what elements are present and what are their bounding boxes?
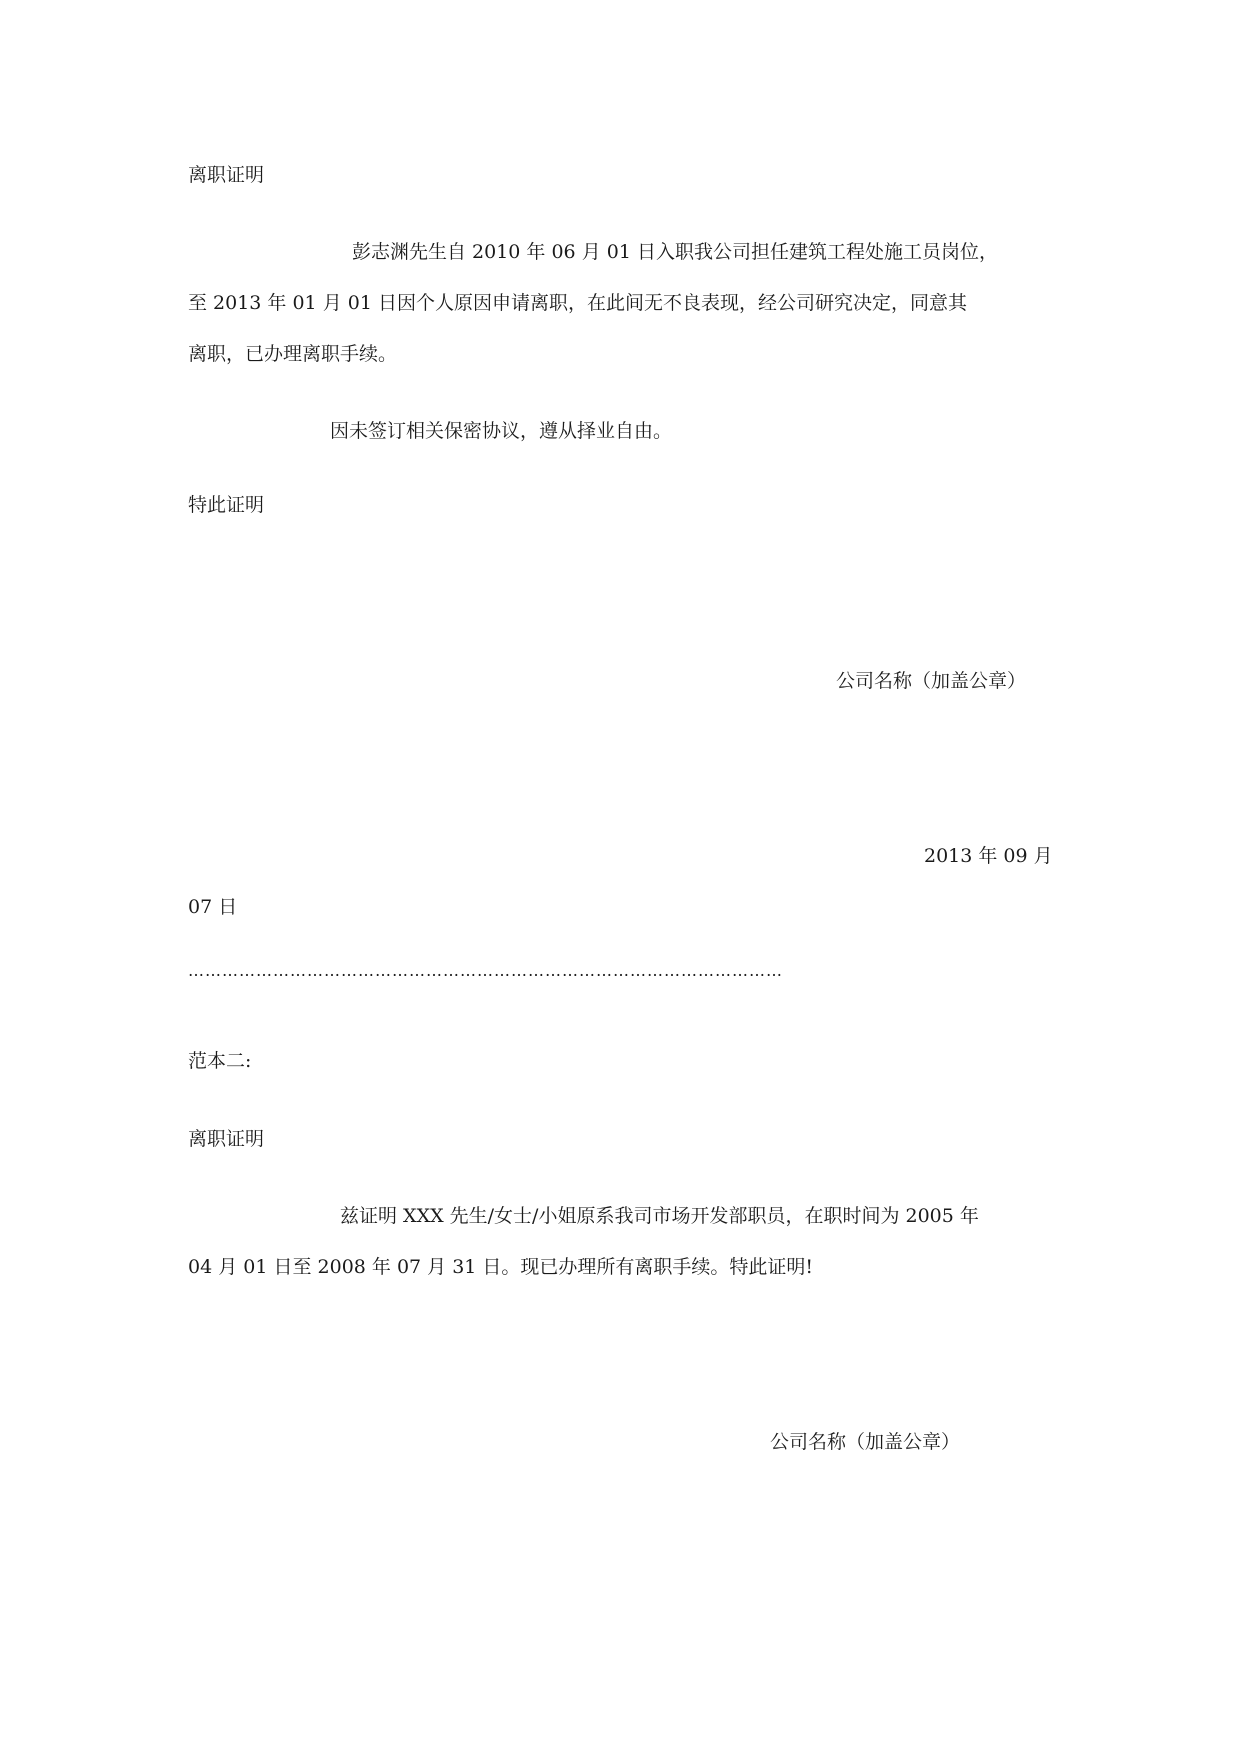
sample1-paragraph-line-2: 至 2013 年 01 月 01 日因个人原因申请离职，在此间无不良表现，经公司研究决定，同意其 — [188, 292, 967, 314]
sample2-heading: 范本二: — [188, 1050, 252, 1072]
sample1-paragraph-line-1: 彭志渊先生自 2010 年 06 月 01 日入职我公司担任建筑工程处施工员岗位， — [352, 241, 998, 263]
sample1-closing: 特此证明 — [188, 494, 265, 516]
sample1-company-signature: 公司名称（加盖公章） — [836, 670, 1027, 692]
sample1-date-day: 07 日 — [188, 896, 238, 918]
sample2-company-signature: 公司名称（加盖公章） — [770, 1431, 961, 1453]
sample1-confidentiality-note: 因未签订相关保密协议，遵从择业自由。 — [330, 420, 673, 442]
sample1-paragraph-line-3: 离职，已办理离职手续。 — [188, 343, 398, 365]
sample1-date-year-month: 2013 年 09 月 — [924, 845, 1053, 867]
sample2-paragraph-line-1: 兹证明 XXX 先生/女士/小姐原系我司市场开发部职员，在职时间为 2005 年 — [340, 1205, 979, 1227]
certificate-title-1: 离职证明 — [188, 164, 265, 186]
sample2-paragraph-line-2: 04 月 01 日至 2008 年 07 月 31 日。现已办理所有离职手续。特此证明! — [188, 1256, 814, 1278]
certificate-title-2: 离职证明 — [188, 1128, 265, 1150]
dotted-separator: …………………………………………………………………………………………… — [188, 965, 783, 977]
